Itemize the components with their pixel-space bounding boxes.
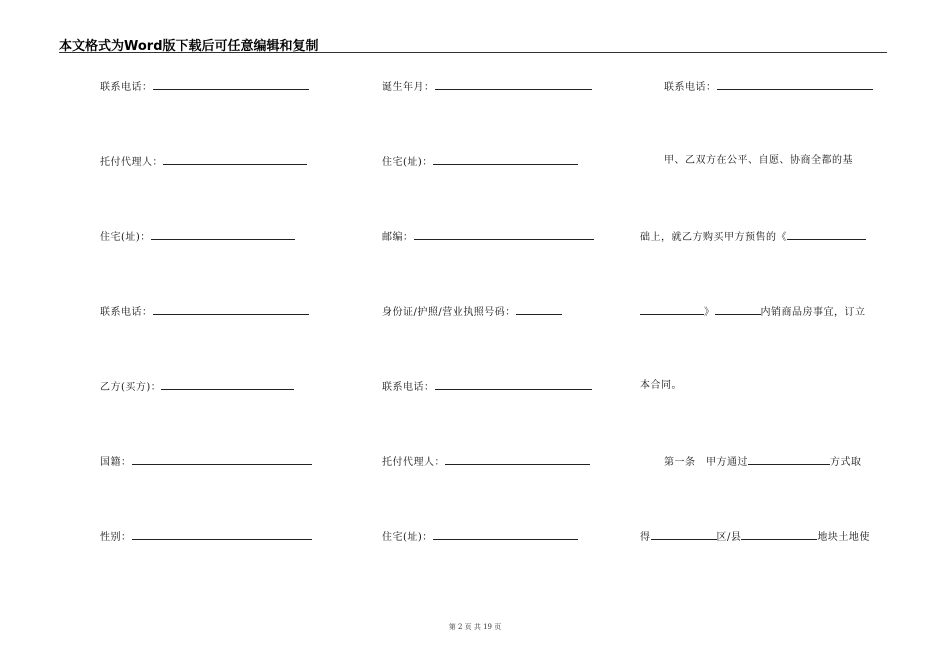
field-label: 身份证/护照/营业执照号码： (382, 307, 516, 318)
blank-field (414, 229, 594, 240)
field-label: 邮编： (382, 232, 414, 243)
id-number-line (382, 304, 562, 320)
page-number: 第 2 页 共 19 页 (448, 623, 502, 631)
buyer-phone-line (100, 79, 309, 95)
header-title: 本文格式为Word版下载后可任意编辑和复制 (59, 39, 319, 54)
field-label: 国籍： (100, 457, 132, 468)
contract-text: 地块土地使 (817, 532, 870, 543)
contract-text-line (640, 529, 870, 545)
blank-field (132, 529, 312, 540)
contract-text: 甲、乙双方在公平、自愿、协商全都的基 (664, 155, 853, 166)
field-label: 乙方(买方)： (100, 382, 162, 393)
blank-field (151, 229, 295, 240)
blank-field (435, 379, 592, 390)
gender-line (100, 529, 312, 545)
field-label: 性别： (100, 532, 132, 543)
article-one-line (664, 454, 862, 470)
field-label: 住宅(址)： (382, 532, 433, 543)
field-label: 联系电话： (382, 382, 435, 393)
blank-field (787, 229, 866, 240)
contract-text-line (640, 304, 866, 320)
field-label: 托付代理人： (100, 157, 163, 168)
blank-field (153, 304, 309, 315)
address-line (100, 229, 295, 245)
blank-field (741, 529, 817, 540)
field-label: 联系电话： (664, 82, 717, 93)
blank-field (445, 454, 590, 465)
contract-text: 得 (640, 532, 651, 543)
contract-text: 第一条 甲方通过 (664, 457, 748, 468)
field-label: 联系电话： (100, 82, 153, 93)
phone-line (382, 379, 592, 395)
contract-text-line (640, 379, 682, 393)
contract-text: 本合同。 (640, 380, 682, 391)
blank-field (715, 304, 761, 315)
blank-field (651, 529, 717, 540)
agent-line (100, 154, 307, 170)
field-label: 托付代理人： (382, 457, 445, 468)
address-line (382, 529, 578, 545)
postcode-line (382, 229, 594, 245)
party-b-line (100, 379, 294, 395)
page-header (59, 34, 887, 53)
blank-field (717, 79, 873, 90)
contract-text-line (640, 229, 866, 245)
birth-date-line (382, 79, 592, 95)
contract-text: 区/县 (716, 532, 742, 543)
blank-field (433, 529, 578, 540)
blank-field (153, 79, 309, 90)
phone-line (100, 304, 309, 320)
blank-field (516, 304, 562, 315)
field-label: 住宅(址)： (100, 232, 151, 243)
blank-field (132, 454, 312, 465)
contract-text: 础上，就乙方购买甲方预售的《 (640, 232, 787, 243)
blank-field (435, 79, 592, 90)
phone-line (664, 79, 873, 95)
contract-text-line (664, 154, 853, 168)
address-line (382, 154, 578, 170)
contract-text: 方式取 (830, 457, 862, 468)
blank-field (748, 454, 830, 465)
field-label: 住宅(址)： (382, 157, 433, 168)
blank-field (640, 304, 704, 315)
agent-line (382, 454, 590, 470)
blank-field (163, 154, 307, 165)
field-label: 联系电话： (100, 307, 153, 318)
blank-field (433, 154, 578, 165)
nationality-line (100, 454, 312, 470)
field-label: 诞生年月： (382, 82, 435, 93)
contract-text: 内销商品房事宜，订立 (760, 307, 866, 318)
contract-text: 》 (704, 307, 715, 318)
blank-field (161, 379, 294, 390)
